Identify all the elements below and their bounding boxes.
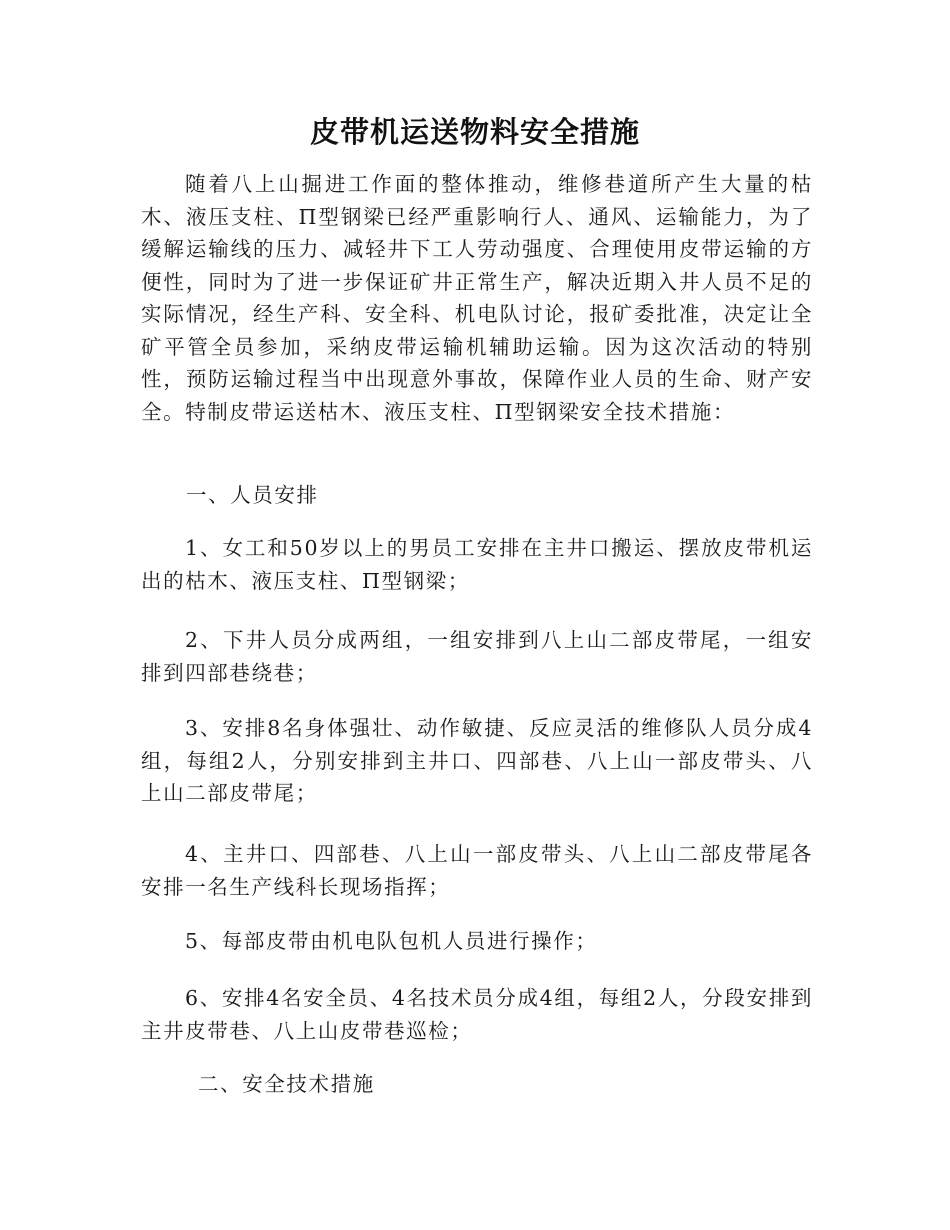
section-heading-personnel: 一、人员安排 (186, 483, 319, 507)
list-item: 5、每部皮带由机电队包机人员进行操作； (185, 929, 598, 953)
section-heading-safety-measures: 二、安全技术措施 (198, 1072, 375, 1096)
list-item: 3、安排8名身体强壮、动作敏捷、反应灵活的维修队人员分成4组，每组2人，分别安排到主井口、四部巷、八上山一部皮带头、八上山二部皮带尾； (141, 716, 813, 805)
document-title: 皮带机运送物料安全措施 (309, 115, 640, 149)
list-item: 2、下井人员分成两组，一组安排到八上山二部皮带尾，一组安排到四部巷绕巷； (141, 628, 813, 685)
list-item: 6、安排4名安全员、4名技术员分成4组，每组2人，分段安排到主井皮带巷、八上山皮带巷巡检； (141, 986, 813, 1043)
list-item: 1、女工和50岁以上的男员工安排在主井口搬运、摆放皮带机运出的枯木、液压支柱、Π型钢梁； (141, 536, 813, 593)
intro-paragraph: 随着八上山掘进工作面的整体推动，维修巷道所产生大量的枯木、液压支柱、Π型钢梁已经严重影响行人、通风、运输能力，为了缓解运输线的压力、减轻井下工人劳动强度、合理使用皮带运输的方便性，同时为了进一步保证矿井正常生产，解决近期入井人员不足的实际情况，经生产科、安全科、机电队讨论，报矿委批准，决定让全矿平管全员参加，采纳皮带运输机辅助运输。因为这次活动的特别性，预防运输过程当中出现意外事故，保障作业人员的生命、财产安全。特制皮带运送枯木、液压支柱、Π型钢梁安全技术措施： (141, 172, 813, 424)
list-item: 4、主井口、四部巷、八上山一部皮带头、八上山二部皮带尾各安排一名生产线科长现场指挥； (141, 842, 813, 899)
